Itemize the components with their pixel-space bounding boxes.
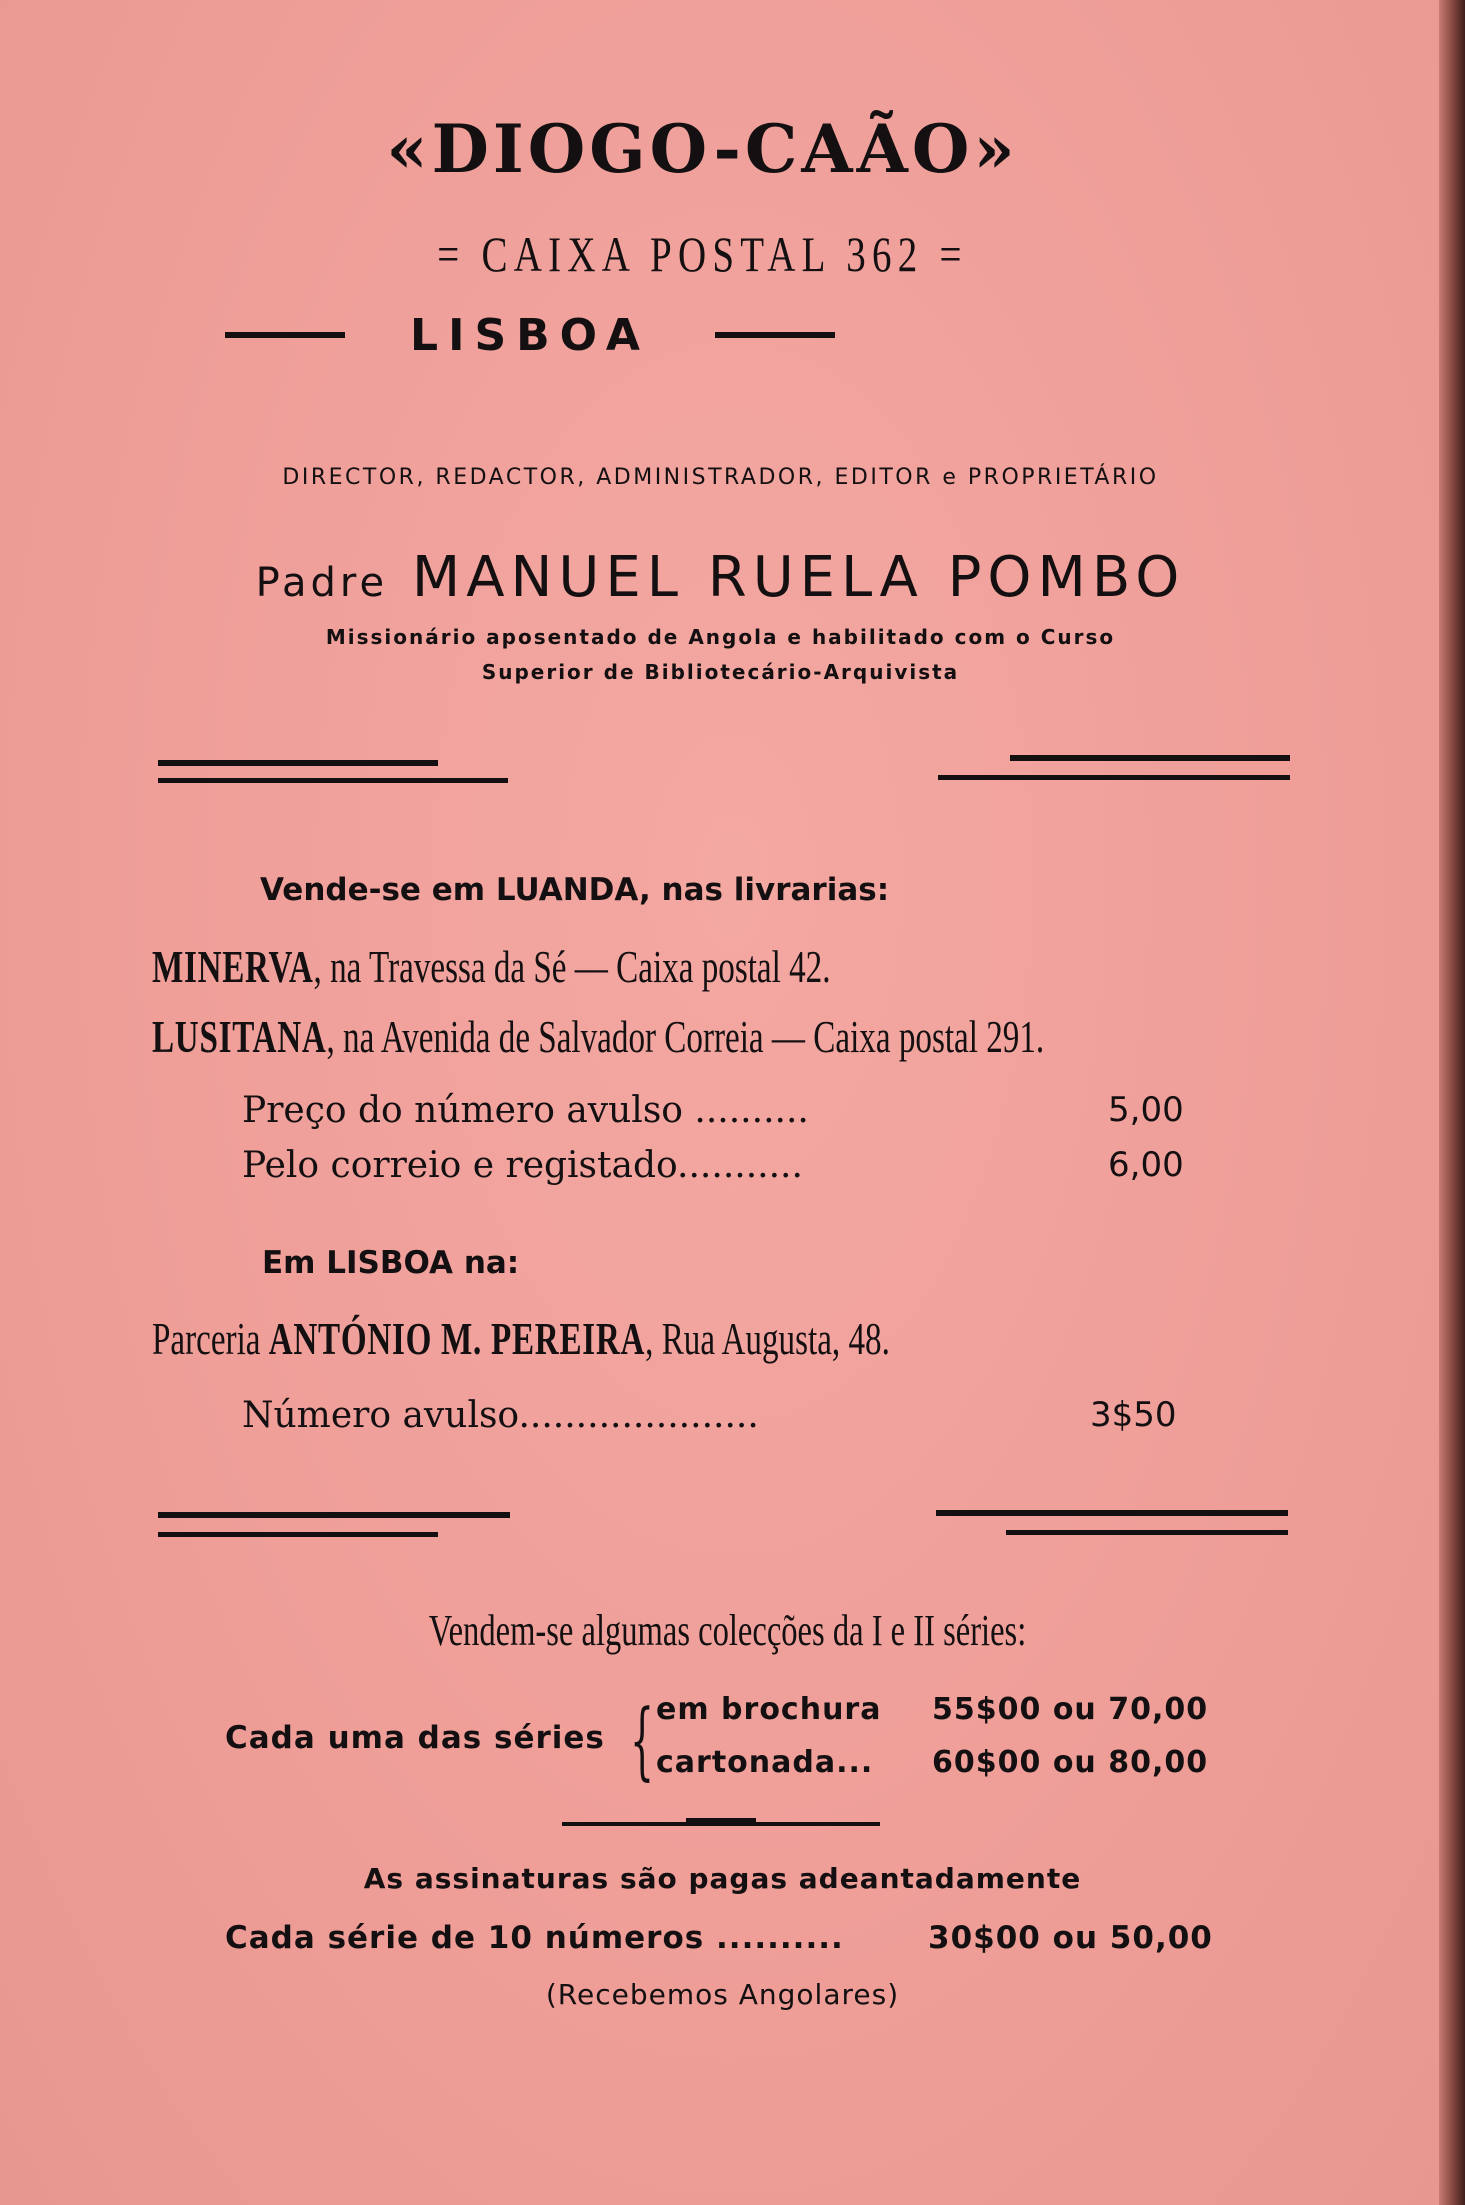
price-label-lisboa: Número avulso..................... — [242, 1395, 759, 1436]
masthead-title: «DIOGO-CAÃO» — [386, 110, 1019, 188]
director-title: Padre — [255, 560, 389, 606]
divider-rule — [158, 1512, 510, 1518]
director-full-name: MANUEL RUELA POMBO — [411, 545, 1186, 610]
shop-name: LUSITANA — [152, 1011, 327, 1062]
divider-rule — [158, 760, 438, 766]
divider-rule — [1006, 1530, 1288, 1535]
director-bio-line-2: Superior de Bibliotecário-Arquivista — [481, 660, 960, 684]
luanda-shop-minerva — [152, 940, 831, 993]
price-value-lisboa: 3$50 — [1090, 1395, 1177, 1435]
collection-type-brochura: em brochura — [656, 1692, 882, 1727]
collection-type-cartonada: cartonada... — [656, 1745, 874, 1780]
subscription-price: 30$00 ou 50,00 — [928, 1920, 1213, 1956]
postal-box: = CAIXA POSTAL 362 = — [437, 226, 968, 282]
shop-address: , na Travessa da Sé — Caixa postal 42. — [313, 941, 831, 992]
shop-name: MINERVA — [152, 941, 314, 992]
price-value-single-issue: 5,00 — [1108, 1090, 1184, 1130]
director-bio-line-1: Missionário aposentado de Angola e habilitado com o Curso — [325, 625, 1116, 649]
shop-prefix: Parceria — [152, 1313, 261, 1364]
book-binding-edge — [1439, 0, 1465, 2205]
shop-address: , na Avenida de Salvador Correia — Caixa postal 291. — [326, 1011, 1045, 1062]
divider-rule — [1010, 755, 1290, 761]
lisboa-shop — [152, 1312, 890, 1365]
subscription-label: Cada série de 10 números .......... — [225, 1920, 844, 1956]
collection-price-cartonada: 60$00 ou 80,00 — [932, 1745, 1209, 1780]
collections-heading: Vendem-se algumas colecções da I e II séries: — [428, 1606, 1027, 1655]
city-banner-left-rule — [225, 332, 345, 338]
divider-rule — [158, 778, 508, 783]
divider-rule — [936, 1510, 1288, 1516]
currency-note: (Recebemos Angolares) — [545, 1978, 900, 2011]
city-name: LISBOA — [410, 309, 650, 361]
price-label-single-issue: Preço do número avulso .......... — [242, 1090, 809, 1131]
staff-roles: DIRECTOR, REDACTOR, ADMINISTRADOR, EDITOR e PROPRIETÁRIO — [282, 465, 1159, 490]
director-name — [0, 545, 1453, 610]
lisboa-heading: Em LISBOA na: — [262, 1245, 520, 1281]
shop-address: , Rua Augusta, 48. — [645, 1313, 890, 1364]
price-value-registered-mail: 6,00 — [1108, 1145, 1184, 1185]
divider-rule — [938, 775, 1290, 780]
shop-name: ANTÓNIO M. PEREIRA — [268, 1313, 646, 1364]
city-banner — [225, 310, 835, 360]
luanda-heading: Vende-se em LUANDA, nas livrarias: — [260, 872, 890, 908]
luanda-shop-lusitana — [152, 1010, 1044, 1063]
divider-rule — [158, 1532, 438, 1537]
price-label-registered-mail: Pelo correio e registado........... — [242, 1145, 803, 1186]
collections-label: Cada uma das séries — [225, 1720, 605, 1756]
curly-brace: { — [630, 1691, 655, 1789]
subscription-note: As assinaturas são pagas adeantadamente — [363, 1862, 1082, 1895]
collection-price-brochura: 55$00 ou 70,00 — [932, 1692, 1209, 1727]
city-banner-right-rule — [715, 332, 835, 338]
divider-rule-center — [686, 1818, 756, 1826]
